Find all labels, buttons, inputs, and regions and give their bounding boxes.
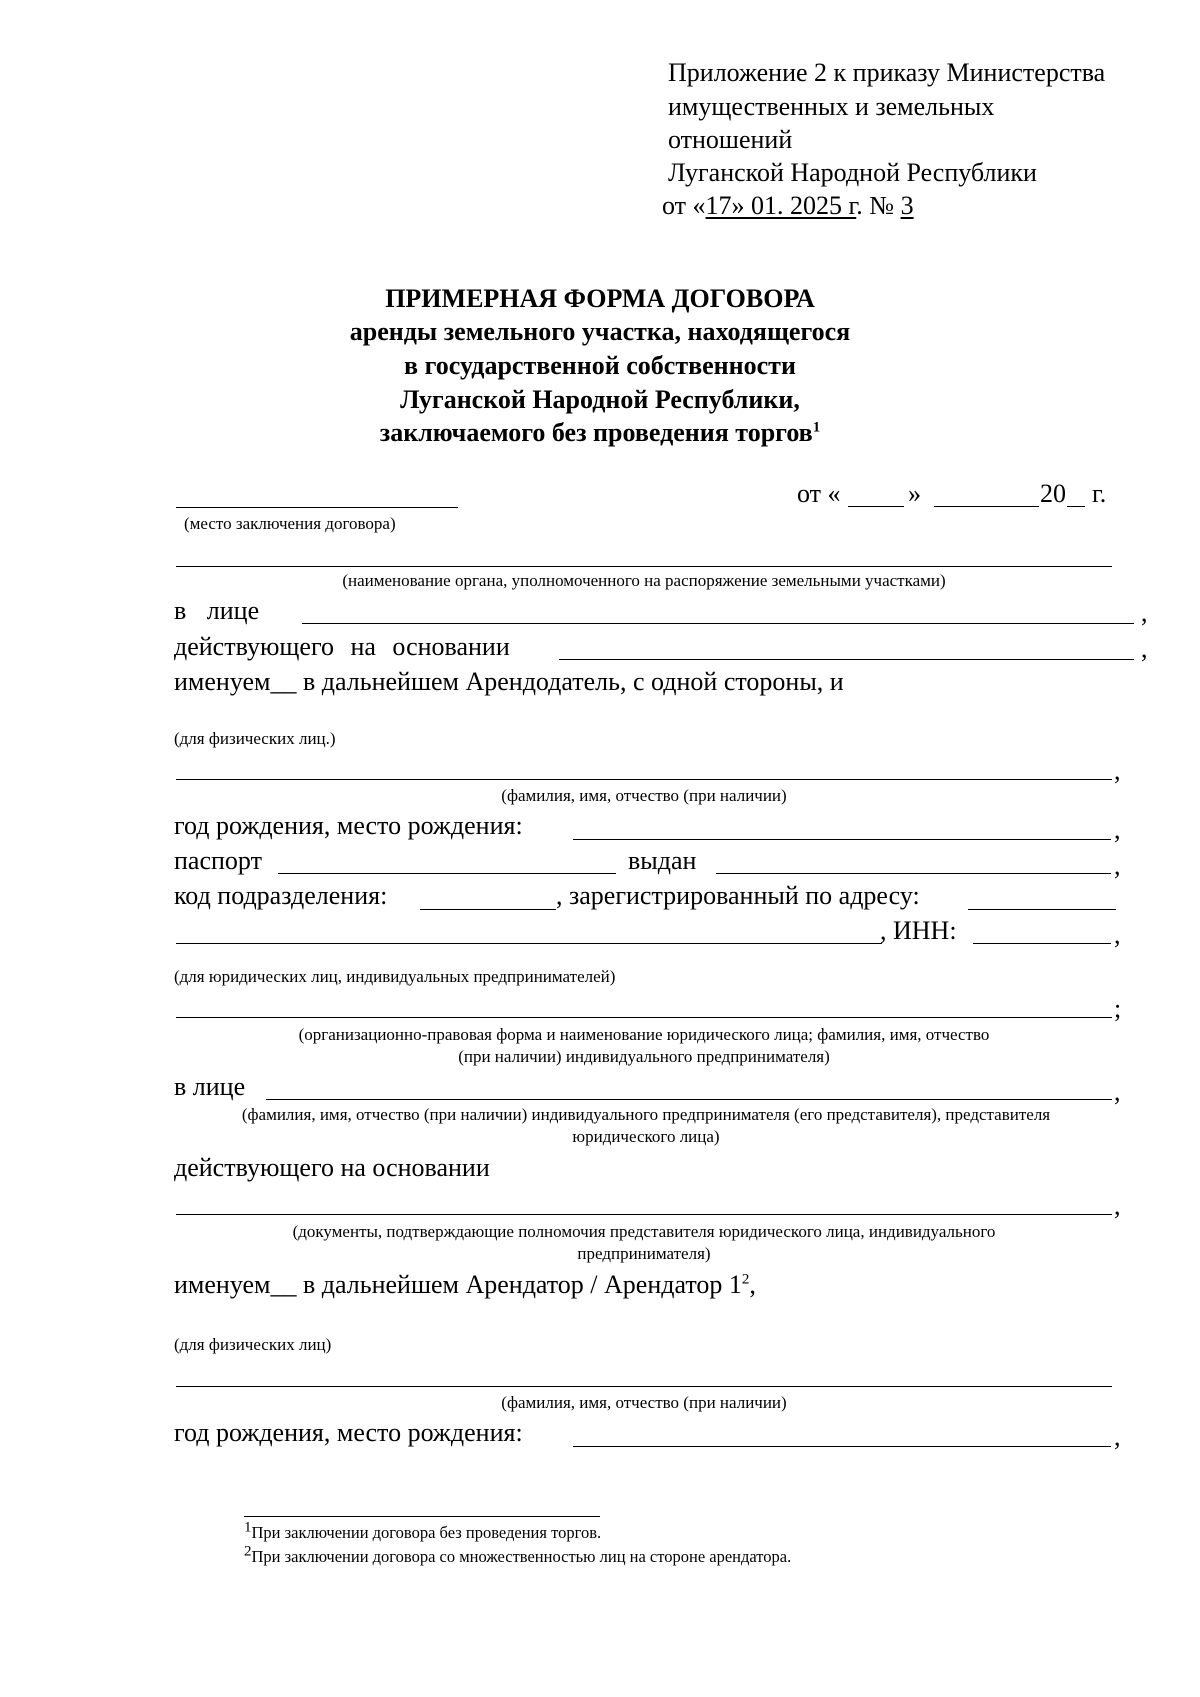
landlord-named-text: именуем__ в дальнейшем Арендодатель, с одной стороны, и	[174, 667, 844, 696]
comma: ,	[749, 1270, 756, 1299]
landlord-in-person-label: в лице	[174, 596, 260, 625]
approval-date-value: 17» 01. 2025 г	[705, 191, 857, 220]
place-caption: (место заключения договора)	[184, 514, 396, 533]
legal-in-person-label: в лице	[174, 1072, 246, 1101]
division-code-label: код подразделения:	[174, 881, 388, 910]
comma: ,	[1114, 1422, 1121, 1451]
footnote-ref-1: 1	[812, 419, 821, 436]
docs-caption-line-1: (документы, подтверждающие полномочия представителя юридического лица, индивидуального	[292, 1222, 996, 1241]
date-day-line[interactable]	[848, 506, 904, 507]
footnote-1-text: При заключении договора без проведения торгов.	[251, 1523, 602, 1542]
approval-number: 3	[900, 191, 914, 220]
docs-caption-line-2: предпринимателя)	[577, 1244, 711, 1263]
landlord-representative-line[interactable]	[302, 623, 1134, 624]
footnote-1	[244, 1519, 602, 1543]
footnote-2	[244, 1543, 792, 1567]
authority-caption: (наименование органа, уполномоченного на распоряжение земельными участками)	[342, 571, 946, 590]
legal-acting-basis-label: действующего на основании	[174, 1153, 490, 1182]
date-year-line[interactable]	[1067, 506, 1085, 507]
doc-title-line-5-text: заключаемого без проведения торгов	[379, 418, 813, 447]
division-code-field-line[interactable]	[420, 909, 556, 910]
place-field-line[interactable]	[176, 507, 458, 508]
registered-label: , зарегистрированный по адресу:	[556, 881, 920, 910]
approval-line-2: имущественных и земельных	[668, 92, 995, 121]
fio-caption: (фамилия, имя, отчество (при наличии)	[501, 786, 787, 805]
issued-field-line[interactable]	[716, 873, 1111, 874]
doc-title-line-5	[0, 416, 1200, 449]
date-year-suffix: г.	[1092, 479, 1107, 508]
doc-title-line-3: в государственной собственности	[404, 351, 796, 380]
landlord-acting-basis-label: действующего на основании	[174, 632, 510, 661]
doc-title-line-4: Луганской Народной Республики,	[400, 385, 800, 414]
rep-caption-line-1: (фамилия, имя, отчество (при наличии) индивидуального предпринимателя (его представителя), представителя	[241, 1105, 1051, 1124]
landlord-basis-line[interactable]	[559, 659, 1134, 660]
date-month-line[interactable]	[934, 506, 1039, 507]
tenant-fio-field-line[interactable]	[176, 1386, 1112, 1387]
org-field-line[interactable]	[176, 1017, 1112, 1018]
inn-field-line[interactable]	[973, 943, 1111, 944]
comma: ,	[1114, 815, 1121, 844]
address-field-line-1[interactable]	[968, 909, 1116, 910]
semicolon: ;	[1114, 994, 1122, 1023]
address-field-line-2[interactable]	[176, 943, 882, 944]
tenant-individuals-heading: (для физических лиц)	[174, 1335, 332, 1354]
doc-title-line-2: аренды земельного участка, находящегося	[349, 317, 851, 346]
approval-line-3: отношений	[668, 125, 793, 154]
comma: ,	[1141, 634, 1148, 663]
footnote-1-mark: 1	[244, 1519, 252, 1536]
approval-date	[662, 191, 914, 221]
birth-field-line[interactable]	[573, 839, 1111, 840]
comma: ,	[1114, 851, 1121, 880]
approval-line-1: Приложение 2 к приказу Министерства	[668, 58, 1106, 87]
individuals-heading: (для физических лиц.)	[174, 729, 336, 748]
tenant-fio-caption: (фамилия, имя, отчество (при наличии)	[501, 1393, 787, 1412]
approval-date-prefix: от «	[662, 191, 706, 220]
date-year-prefix: 20	[1040, 479, 1066, 508]
comma: ,	[1114, 1077, 1121, 1106]
inn-label: , ИНН:	[880, 916, 957, 945]
comma: ,	[1114, 756, 1121, 785]
tenant-birth-field-line[interactable]	[573, 1446, 1111, 1447]
org-caption-line-1: (организационно-правовая форма и наименование юридического лица; фамилия, имя, отчество	[298, 1025, 990, 1044]
birth-label: год рождения, место рождения:	[174, 811, 523, 840]
rep-caption-line-2: юридического лица)	[572, 1127, 720, 1146]
org-caption-line-2: (при наличии) индивидуального предпринимателя)	[458, 1047, 830, 1066]
passport-field-line[interactable]	[278, 873, 616, 874]
comma: ,	[1114, 1191, 1121, 1220]
approval-line-4: Луганской Народной Республики	[668, 158, 1037, 187]
comma: ,	[1114, 920, 1121, 949]
issued-label: выдан	[628, 846, 697, 875]
comma: ,	[1141, 598, 1148, 627]
fio-field-line[interactable]	[176, 779, 1112, 780]
legal-entities-heading: (для юридических лиц, индивидуальных предпринимателей)	[174, 967, 616, 986]
legal-representative-line[interactable]	[266, 1099, 1112, 1100]
tenant-birth-label: год рождения, место рождения:	[174, 1418, 523, 1447]
approval-number-prefix: . №	[856, 191, 901, 220]
legal-basis-field-line[interactable]	[176, 1214, 1112, 1215]
tenant-named-label: именуем__ в дальнейшем Арендатор / Арендатор 1	[174, 1270, 742, 1299]
authority-field-line[interactable]	[176, 566, 1112, 567]
date-quote-close: »	[908, 479, 921, 508]
tenant-named-text	[174, 1270, 756, 1300]
footnote-2-text: При заключении договора со множественностью лиц на стороне арендатора.	[251, 1547, 792, 1566]
footnote-separator	[244, 1516, 600, 1517]
doc-title-line-1: ПРИМЕРНАЯ ФОРМА ДОГОВОРА	[385, 284, 815, 313]
footnote-ref-2: 2	[741, 1271, 750, 1288]
passport-label: паспорт	[174, 846, 262, 875]
date-from-label: от «	[797, 479, 841, 508]
footnote-2-mark: 2	[244, 1543, 252, 1560]
